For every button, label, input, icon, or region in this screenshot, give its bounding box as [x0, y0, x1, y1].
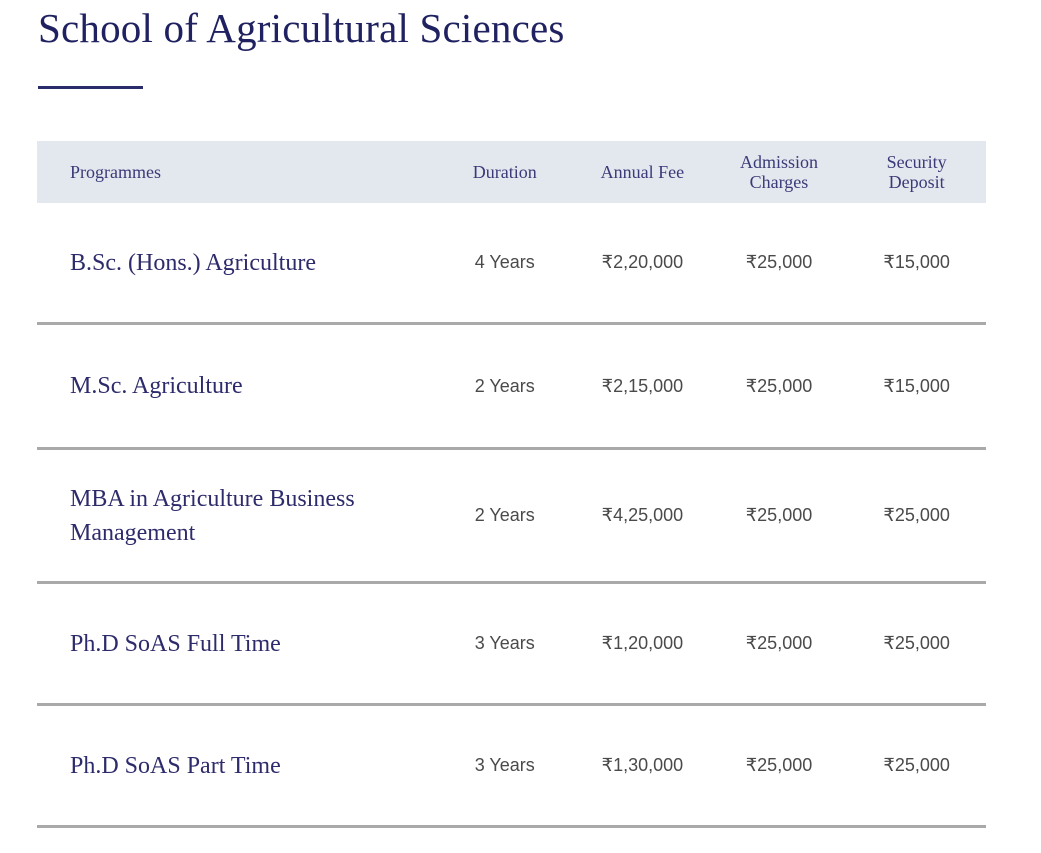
duration-cell: 2 Years — [435, 449, 574, 583]
admission-charges-cell: ₹25,000 — [711, 583, 848, 705]
header-admission-charges-line2: Charges — [749, 172, 809, 192]
admission-charges-cell: ₹25,000 — [711, 705, 848, 827]
programme-name — [37, 449, 435, 583]
table-row — [37, 203, 986, 324]
admission-charges-cell: ₹25,000 — [711, 449, 848, 583]
security-deposit-cell: ₹15,000 — [847, 203, 986, 324]
security-deposit-cell: ₹25,000 — [847, 705, 986, 827]
programme-name: Ph.D SoAS Full Time — [37, 583, 435, 705]
admission-charges-cell: ₹25,000 — [711, 203, 848, 324]
table-header-row — [37, 141, 986, 203]
table-row — [37, 705, 986, 827]
annual-fee-cell: ₹2,15,000 — [574, 324, 711, 449]
table-row — [37, 583, 986, 705]
header-annual-fee: Annual Fee — [574, 141, 711, 203]
duration-cell: 3 Years — [435, 583, 574, 705]
header-duration: Duration — [435, 141, 574, 203]
header-programmes: Programmes — [37, 141, 435, 203]
programme-name: Ph.D SoAS Part Time — [37, 705, 435, 827]
header-admission-charges-line1: Admission — [739, 152, 818, 172]
admission-charges-cell: ₹25,000 — [711, 324, 848, 449]
duration-cell: 4 Years — [435, 203, 574, 324]
annual-fee-cell: ₹2,20,000 — [574, 203, 711, 324]
fee-table — [37, 141, 986, 828]
page-title: School of Agricultural Sciences — [38, 5, 565, 51]
header-admission-charges — [711, 141, 848, 203]
table-row — [37, 449, 986, 583]
duration-cell: 3 Years — [435, 705, 574, 827]
security-deposit-cell: ₹25,000 — [847, 583, 986, 705]
header-security-deposit-line2: Deposit — [888, 172, 945, 192]
programme-name-line2: Management — [70, 519, 196, 546]
header-security-deposit — [847, 141, 986, 203]
programme-name-line1: MBA in Agriculture Business — [70, 485, 355, 512]
header-security-deposit-line1: Security — [886, 152, 947, 172]
annual-fee-cell: ₹4,25,000 — [574, 449, 711, 583]
duration-cell: 2 Years — [435, 324, 574, 449]
annual-fee-cell: ₹1,20,000 — [574, 583, 711, 705]
annual-fee-cell: ₹1,30,000 — [574, 705, 711, 827]
programme-name: M.Sc. Agriculture — [37, 324, 435, 449]
programme-name: B.Sc. (Hons.) Agriculture — [37, 203, 435, 324]
title-underline — [38, 86, 143, 89]
security-deposit-cell: ₹15,000 — [847, 324, 986, 449]
table-row — [37, 324, 986, 449]
security-deposit-cell: ₹25,000 — [847, 449, 986, 583]
